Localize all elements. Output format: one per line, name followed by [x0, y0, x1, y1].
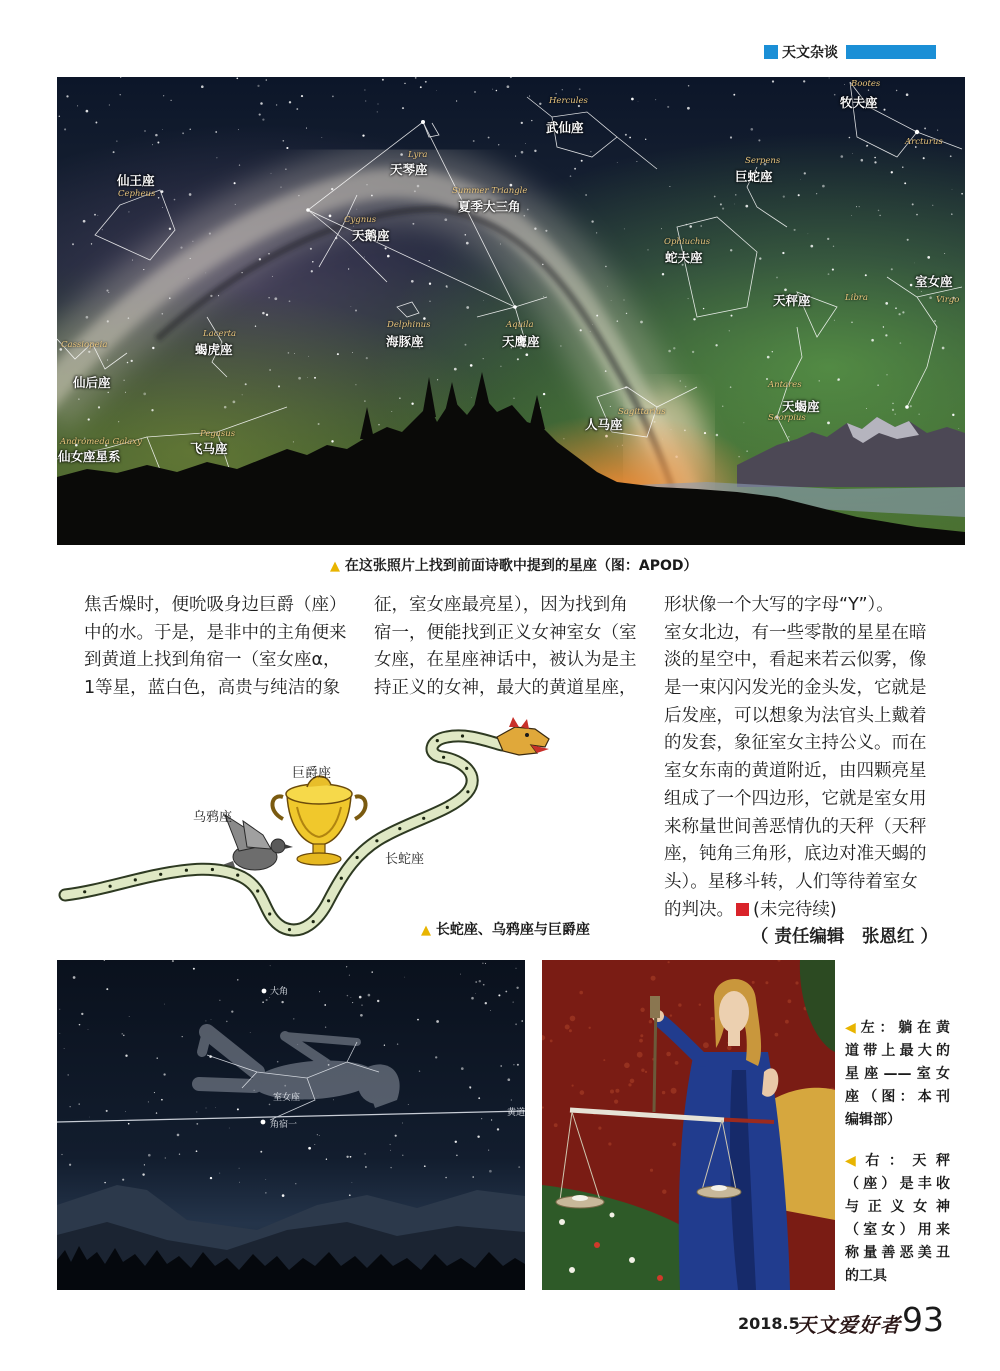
label-aquila-en: Aquila: [506, 320, 534, 330]
label-lacerta-zh: 蝎虎座: [195, 342, 233, 357]
label-ophiuchus-zh: 蛇夫座: [665, 250, 703, 265]
side-caption-line: （室女）用来: [845, 1222, 950, 1238]
side-caption-text: 右：天秤: [865, 1153, 950, 1169]
label-crater: 巨爵座: [292, 766, 332, 781]
label-pegasus-en: Pegasus: [200, 429, 236, 439]
hydra-stars: [83, 734, 469, 931]
label-delphinus-en: Delphinus: [387, 320, 431, 330]
face: [719, 991, 749, 1033]
article-column-3: [664, 592, 938, 952]
label-serpens-en: Serpens: [745, 156, 781, 166]
text-line: 持正义的女神，最大的黄道星座，: [374, 678, 637, 699]
label-serpens-zh: 巨蛇座: [735, 169, 773, 184]
label-cassiopeia-en: Cassiopeia: [61, 340, 108, 350]
milky-way-photo: [57, 77, 965, 545]
text-line: 征，室女座最亮星），因为找到角: [374, 595, 628, 615]
text-line: 的发套，象征室女主持公义。而在: [664, 733, 927, 754]
text-line: 室女北边，有一些零散的星星在暗: [664, 622, 927, 643]
label-corvus: 乌鸦座: [193, 810, 233, 825]
label-ophiuchus-en: Ophiuchus: [664, 237, 711, 247]
text-line: 后发座，可以想象为法官头上戴着: [664, 705, 927, 726]
caption-triangle-icon: ▲: [421, 923, 431, 938]
article-column-2: [374, 592, 648, 703]
text-line: 女座，在星座神话中，被认为是主: [374, 650, 637, 671]
side-caption-line: （座）是丰收: [845, 1176, 950, 1192]
label-virgo: 室女座: [273, 1093, 301, 1103]
end-mark-square: [736, 903, 749, 916]
side-caption-line: 道带上最大的: [845, 1043, 950, 1059]
to-be-continued: (未完待续): [753, 899, 837, 920]
page-number: 93: [902, 1300, 944, 1339]
label-arcturus: 大角: [270, 987, 289, 997]
label-summer-triangle-zh: 夏季大三角: [458, 199, 521, 214]
label-bootes-en: Bootes: [851, 79, 881, 89]
caption-triangle-icon: ▲: [330, 559, 340, 574]
photo-caption: [330, 555, 698, 575]
side-caption-line: 编辑部）: [845, 1112, 901, 1128]
illustration-caption: [421, 919, 590, 939]
hydra-head: [497, 717, 549, 755]
label-bootes-zh: 牧夫座: [840, 95, 878, 110]
neck: [728, 1030, 740, 1046]
side-caption-line: [845, 1150, 950, 1173]
label-lyra-zh: 天琴座: [390, 162, 428, 177]
label-delphinus-zh: 海豚座: [386, 334, 424, 349]
label-sagittarius-en: Sagittarius: [618, 407, 666, 417]
label-cepheus-zh: 仙王座: [117, 173, 155, 188]
label-cepheus-en: Cepheus: [118, 189, 156, 199]
label-sagittarius-zh: 人马座: [585, 417, 623, 432]
label-ecliptic: 黄道: [507, 1108, 525, 1118]
label-libra-en: Libra: [845, 293, 868, 303]
label-aquila-zh: 天鹰座: [502, 334, 540, 349]
label-hercules-zh: 武仙座: [546, 120, 584, 135]
section-square-marker: [764, 45, 778, 59]
text-line: 是一束闪闪发光的金头发，它就是: [664, 678, 927, 699]
side-caption-right: [845, 1150, 950, 1288]
text-line: 座，钝角三角形，底边对准天蝎的: [664, 844, 927, 865]
responsible-editor: （ 责任编辑 张恩红 ）: [750, 927, 938, 948]
side-caption-line: 星座——室女: [845, 1066, 950, 1082]
caption-arrow-icon: ◀: [845, 1020, 861, 1036]
virgo-sky-chart: [57, 960, 525, 1290]
label-arcturus-en: Arcturus: [905, 137, 943, 147]
article-column-1: [84, 592, 358, 703]
hydra-illustration-graphic: [57, 715, 562, 950]
text-line: 淡的星空中，看起来若云似雾，像: [664, 650, 927, 671]
label-andromeda-zh: 仙女座星系: [58, 449, 121, 464]
label-virgo-en: Virgo: [936, 295, 960, 305]
text-line: 到黄道上找到角宿一（室女座α，: [84, 650, 341, 671]
side-caption-text: 左：躺在黄: [860, 1020, 950, 1036]
text-line: 1等星，蓝白色，高贵与纯洁的象: [84, 678, 341, 699]
arcturus-star: [262, 989, 267, 994]
label-hydra: 长蛇座: [385, 852, 425, 867]
text-line: 焦舌燥时，便吮吸身边巨爵（座）: [84, 595, 347, 615]
hydra-corvus-crater-illustration: [57, 715, 562, 950]
label-scorpius-en: Scorpius: [768, 413, 806, 423]
painting-graphic: [542, 960, 835, 1290]
spica-star: [261, 1120, 266, 1125]
illustration-caption-text: 长蛇座、乌鸦座与巨爵座: [435, 922, 590, 938]
text-line: 中的水。于是，是非中的主角便来: [84, 622, 347, 643]
label-cassiopeia-zh: 仙后座: [73, 375, 111, 390]
photo-caption-text: 在这张照片上找到前面诗歌中提到的星座（图：APOD）: [344, 558, 698, 574]
label-summer-triangle-en: Summer Triangle: [452, 186, 528, 196]
side-caption-left: [845, 1017, 950, 1132]
issue-date: 2018.5: [738, 1314, 800, 1333]
side-caption-line: 与正义女神: [845, 1199, 950, 1215]
text-line: 形状像一个大写的字母“Y”）。: [664, 595, 894, 615]
label-scorpius-zh: 天蝎座: [782, 399, 820, 414]
side-caption-line: 座（图：本刊: [845, 1089, 950, 1105]
label-andromeda-en: Andromeda Galaxy: [60, 437, 142, 447]
text-line: 宿一，便能找到正义女神室女（室: [374, 622, 637, 643]
hydra-body: [65, 736, 502, 930]
magazine-name: 天文爱好者: [796, 1313, 901, 1337]
label-libra-zh: 天秤座: [773, 293, 811, 308]
label-cygnus-en: Cygnus: [344, 215, 377, 225]
side-caption-line: [845, 1017, 950, 1040]
label-hercules-en: Hercules: [549, 96, 588, 106]
text-line: 组成了一个四边形，它就是室女用: [664, 788, 927, 809]
milky-way-photo-graphic: [57, 77, 965, 545]
label-lyra-en: Lyra: [408, 150, 428, 160]
hydra-body-outline: [65, 736, 502, 930]
last-line-text: 的判决。: [664, 899, 734, 920]
caption-arrow-icon: ◀: [845, 1153, 866, 1169]
text-line-last: [664, 897, 938, 925]
label-antares-en: Antares: [768, 380, 802, 390]
crater-cup: [272, 776, 365, 865]
label-virgo-zh: 室女座: [915, 274, 953, 289]
text-line: 来称量世间善恶情仇的天秤（天秤: [664, 816, 927, 837]
label-spica: 角宿一: [270, 1120, 298, 1130]
side-caption-line: 称量善恶美丑: [845, 1245, 950, 1261]
side-caption-line: 的工具: [845, 1268, 887, 1284]
label-pegasus-zh: 飞马座: [190, 441, 228, 456]
label-cygnus-zh: 天鹅座: [352, 228, 390, 243]
virgo-libra-painting: [542, 960, 835, 1290]
section-title: 天文杂谈: [782, 45, 838, 61]
text-line: 室女东南的黄道附近，由四颗亮星: [664, 761, 927, 782]
section-bar: [846, 45, 936, 59]
label-lacerta-en: Lacerta: [203, 329, 237, 339]
text-line: 头）。星移斗转，人们等待着室女: [664, 871, 918, 892]
